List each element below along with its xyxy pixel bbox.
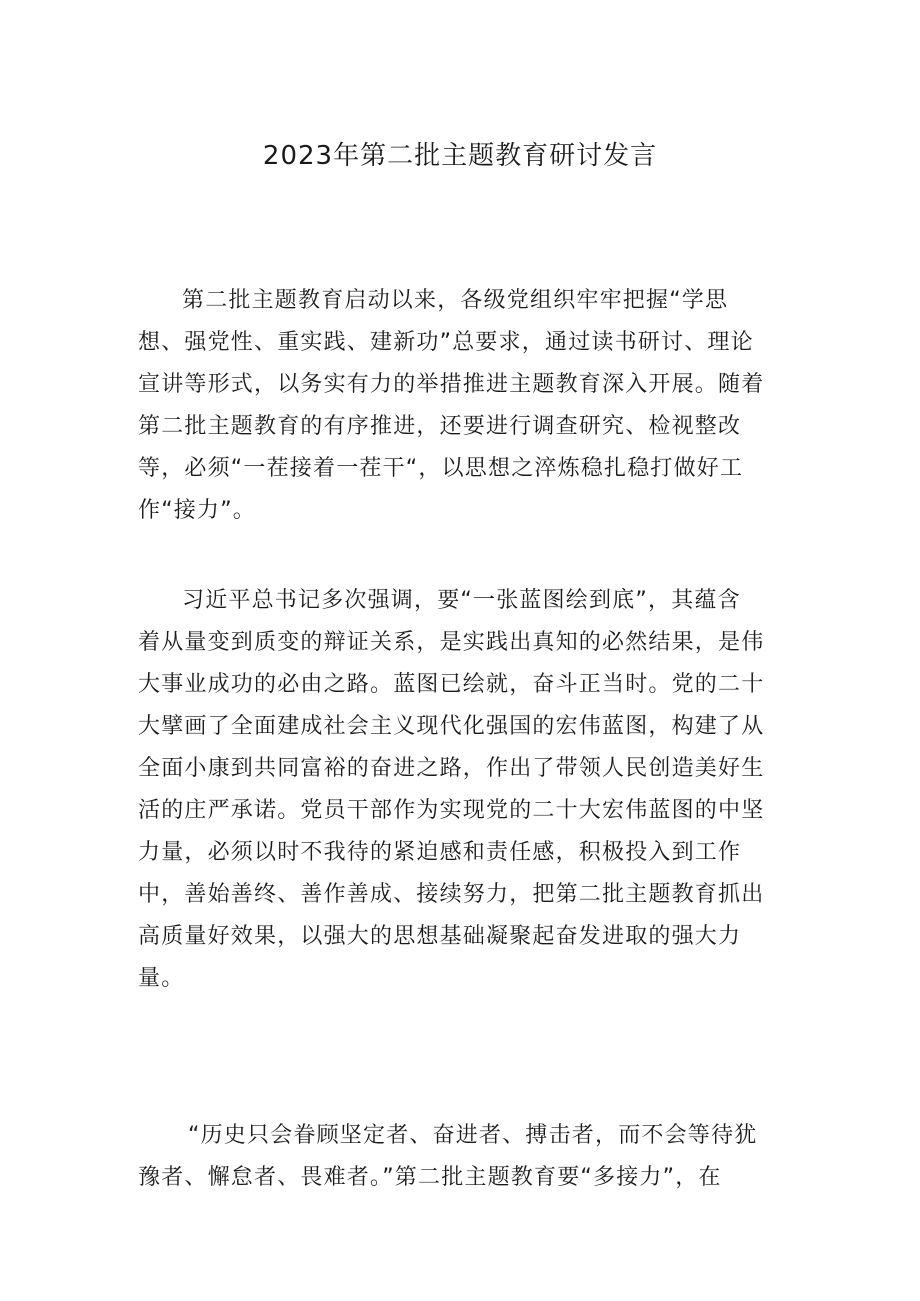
paragraph-line: 习近平总书记多次强调，要“一张蓝图绘到底”，其蕴含 [182,588,741,613]
paragraph-line: 高质量好效果，以强大的思想基础凝聚起奋发进取的强大力 [138,924,742,949]
paragraph-1 [138,280,764,532]
paragraph-line: 着从量变到质变的辩证关系，是实践出真知的必然结果，是伟 [138,630,765,655]
paragraph-line: 量。 [138,966,185,991]
paragraph-line: 活的庄严承诺。党员干部作为实现党的二十大宏伟蓝图的中坚 [138,798,765,823]
paragraph-line: 想、强党性、重实践、建新功”总要求，通过读书研讨、理论 [138,330,754,355]
paragraph-line: “历史只会眷顾坚定者、奋进者、搏击者，而不会等待犹 [188,1123,758,1148]
paragraph-line: 作“接力”。 [138,498,256,523]
paragraph-2 [138,580,764,1000]
paragraph-line: 大擘画了全面建成社会主义现代化强国的宏伟蓝图，构建了从 [138,714,765,739]
paragraph-line: 宣讲等形式，以务实有力的举措推进主题教育深入开展。随着 [138,372,765,397]
paragraph-line: 第二批主题教育启动以来，各级党组织牢牢把握“学思 [182,288,729,313]
paragraph-line: 力量，必须以时不我待的紧迫感和责任感，积极投入到工作 [138,840,742,865]
paragraph-line: 等，必须“一茬接着一茬干“，以思想之淬炼稳扎稳打做好工 [138,456,744,481]
paragraph-line: 豫者、懈怠者、畏难者。”第二批主题教育要“多接力”，在 [138,1165,722,1190]
paragraph-line: 大事业成功的必由之路。蓝图已绘就，奋斗正当时。党的二十 [138,672,765,697]
paragraph-line: 全面小康到共同富裕的奋进之路，作出了带领人民创造美好生 [138,756,765,781]
document-title: 2023年第二批主题教育研讨发言 [262,141,658,171]
paragraph-line: 第二批主题教育的有序推进，还要进行调查研究、检视整改 [138,414,742,439]
paragraph-3 [138,1115,764,1199]
paragraph-line: 中，善始善终、善作善成、接续努力，把第二批主题教育抓出 [138,882,765,907]
